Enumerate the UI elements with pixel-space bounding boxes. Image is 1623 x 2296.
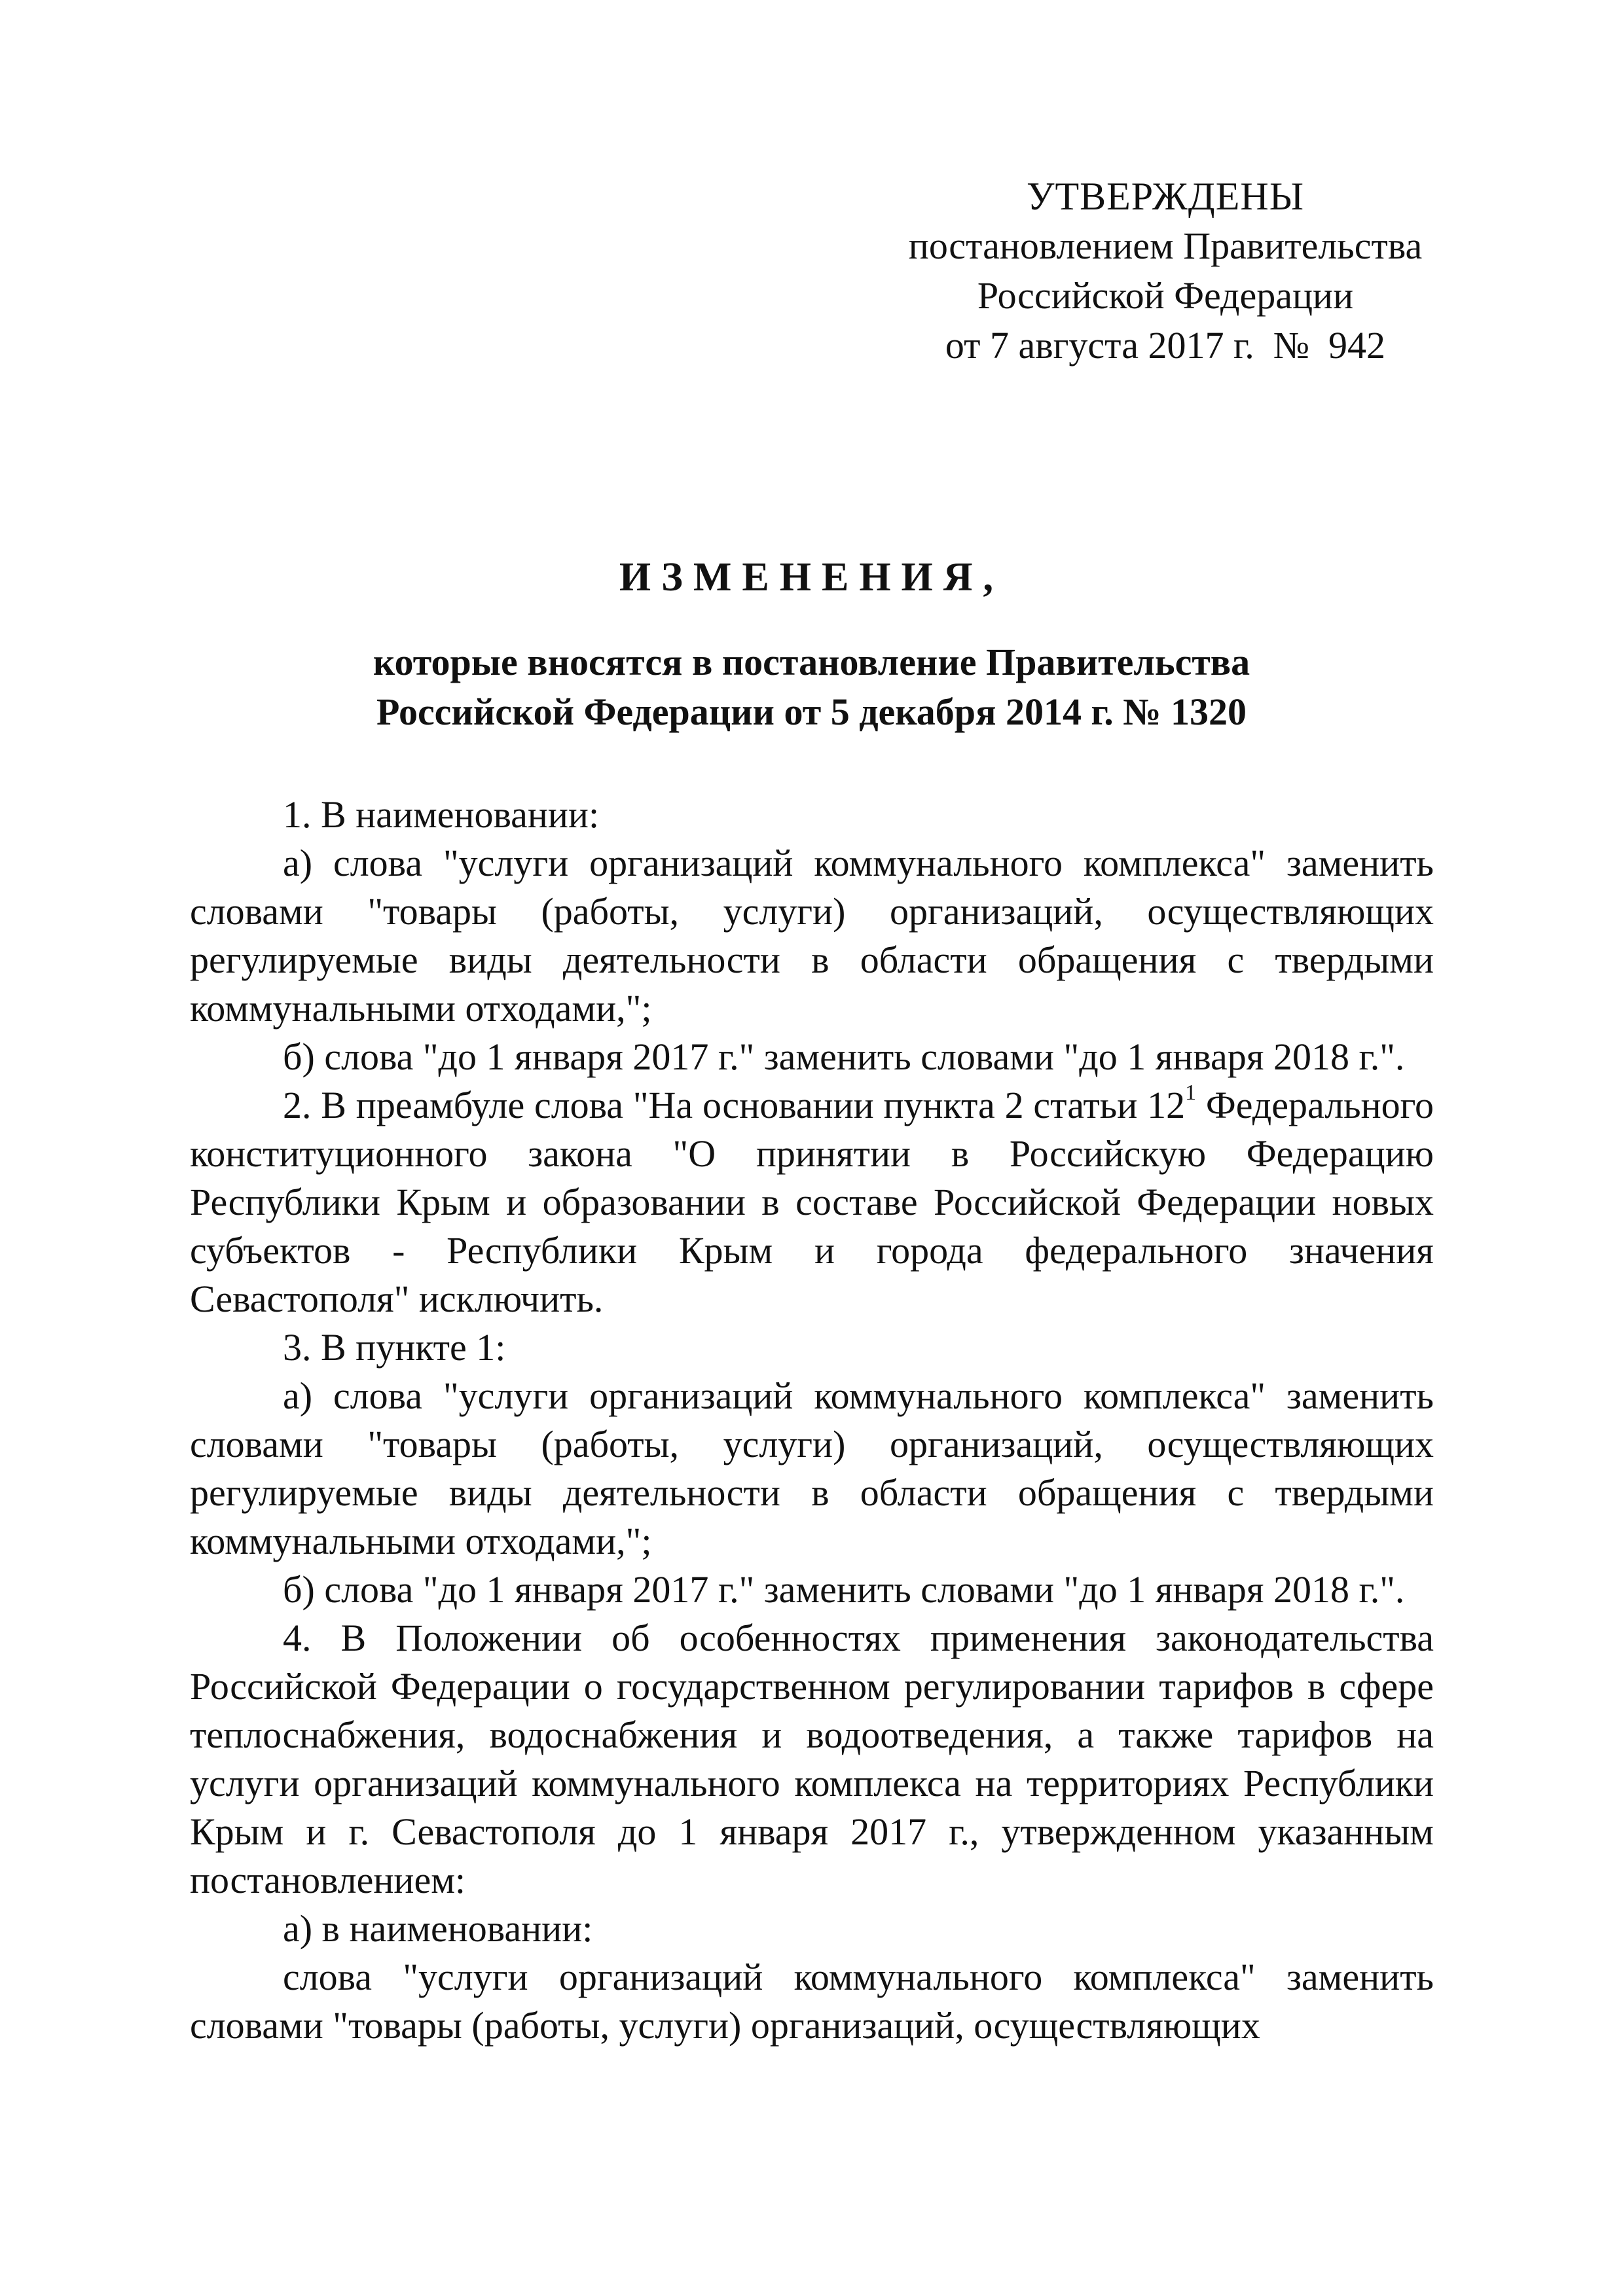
paragraph-3b: б) слова "до 1 января 2017 г." заменить словами "до 1 января 2018 г.". [283, 1568, 1405, 1611]
article-superscript: 1 [1185, 1081, 1197, 1105]
approved-label: УТВЕРЖДЕНЫ [1026, 175, 1305, 218]
document-body [190, 791, 1434, 2050]
paragraph-4a: а) в наименовании: [283, 1907, 593, 1950]
paragraph-1b: б) слова "до 1 января 2017 г." заменить словами "до 1 января 2018 г.". [283, 1035, 1405, 1078]
document-title: ИЗМЕНЕНИЯ, [619, 555, 1004, 600]
paragraph-3: 3. В пункте 1: [283, 1326, 506, 1369]
paragraph-4a-text: слова "услуги организаций коммунального комплекса" заменить словами "товары (работы, услуги) организаций, осуществляющих [190, 1956, 1434, 2047]
approval-date-number: от 7 августа 2017 г. № 942 [945, 324, 1386, 367]
paragraph-1: 1. В наименовании: [283, 793, 600, 836]
approval-line-2: Российской Федерации [977, 274, 1354, 317]
paragraph-4: 4. В Положении об особенностях применения законодательства Российской Федерации о государственном регулировании тарифов в сфере теплоснабжения, водоснабжения и водоотведения, а также тарифов на услуги организаций коммунального комплекса на территориях Республики Крым и г. Севастополя до 1 января 2017 г., утвержденном указанным постановлением: [190, 1617, 1434, 1901]
document-heading [0, 551, 1623, 737]
paragraph-3a: а) слова "услуги организаций коммунального комплекса" заменить словами "товары (работы, услуги) организаций, осуществляющих регулируемые виды деятельности в области обращения с твердыми коммунальными отходами,"; [190, 1374, 1434, 1562]
paragraph-2 [190, 1081, 1434, 1323]
approval-line-1: постановлением Правительства [908, 224, 1423, 267]
paragraph-1a: а) слова "услуги организаций коммунального комплекса" заменить словами "товары (работы, услуги) организаций, осуществляющих регулируемые виды деятельности в области обращения с твердыми коммунальными отходами,"; [190, 842, 1434, 1030]
paragraph-2-rest: Федерального конституционного закона "О принятии в Российскую Федерацию Республики Крым и образовании в составе Российской Федерации новых субъектов - Республики Крым и города федерального значения Севастополя" исключить. [190, 1084, 1434, 1320]
document-subtitle-line-2: Российской Федерации от 5 декабря 2014 г. № 1320 [376, 691, 1247, 733]
document-subtitle-line-1: которые вносятся в постановление Правительства [373, 641, 1250, 683]
approval-stamp [903, 171, 1427, 370]
paragraph-2-start: 2. В преамбуле слова "На основании пункта 2 статьи 12 [283, 1084, 1186, 1126]
